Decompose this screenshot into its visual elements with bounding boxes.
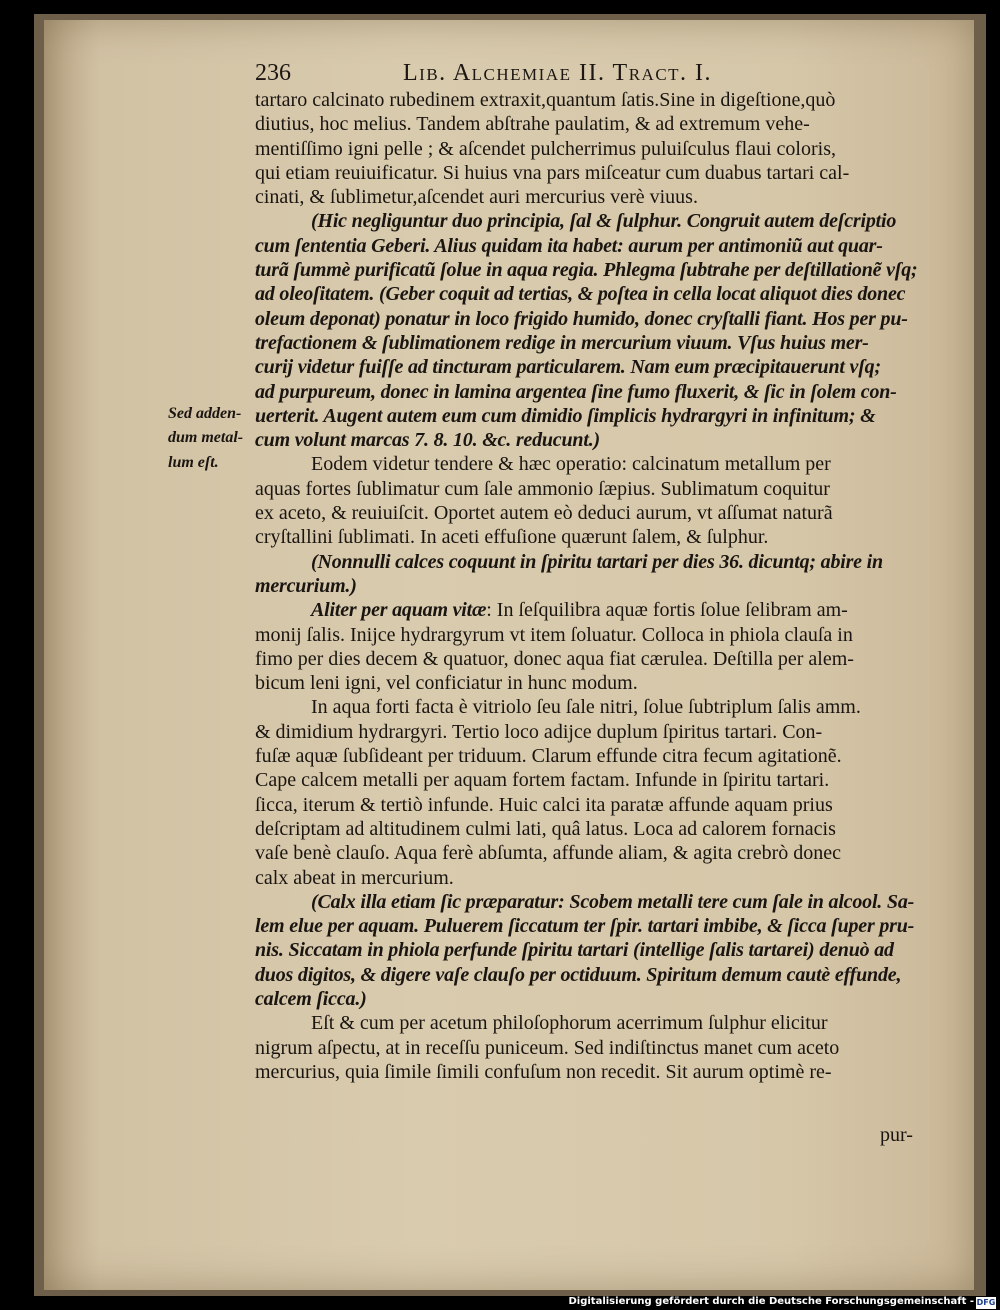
text-line: duos digitos, & digere vaſe clauſo per octiduum. Spiritum demum cautè effunde, xyxy=(255,963,902,986)
text-line: vaſe benè clauſo. Aqua ferè abſumta, affunde aliam, & agita crebrò donec xyxy=(255,842,842,865)
text-line: cum volunt marcas 7. 8. 10. &c. reducunt.) xyxy=(255,429,600,452)
italic-lead: Aliter per aquam vitæ xyxy=(311,599,487,622)
text-line: calcem ſicca.) xyxy=(255,987,367,1010)
body-text xyxy=(255,88,935,1084)
text-line xyxy=(255,598,935,622)
text-line: mercurium.) xyxy=(255,574,357,597)
text-line: (Calx illa etiam ſic præparatur: Scobem metalli tere cum ſale in alcool. Sa- xyxy=(311,890,915,913)
text-line: aquas fortes ſublimatur cum ſale ammonio ſæpius. Sublimatum coquitur xyxy=(255,477,830,500)
text-line: cinati, & ſublimetur,aſcendet auri mercurius verè viuus. xyxy=(255,186,698,209)
text-line: curij videtur fuiſſe ad tincturam particularem. Nam eum præcipitauerunt vſq; xyxy=(255,356,881,379)
text-line: fimo per dies decem & quatuor, donec aqua fiat cærulea. Deſtilla per alem- xyxy=(255,647,854,670)
text-line: nis. Siccatam in phiola perfunde ſpiritu tartari (intellige ſalis tartarei) denuò ad xyxy=(255,939,894,962)
text-line: In aqua forti facta è vitriolo ſeu ſale nitri, ſolue ſubtriplum ſalis amm. xyxy=(311,696,861,719)
page-header xyxy=(255,58,935,92)
text-line: Cape calcem metalli per aquam fortem factam. Infunde in ſpiritu tartari. xyxy=(255,769,830,792)
text-line: (Nonnulli calces coquunt in ſpiritu tartari per dies 36. dicuntq; abire in xyxy=(311,550,883,573)
text-line: uerterit. Augent autem eum cum dimidio ſimplicis hydrargyri in infinitum; & xyxy=(255,404,876,427)
text-line: (Hic negliguntur duo principia, ſal & ſulphur. Congruit autem deſcriptio xyxy=(311,210,897,233)
text-line: diutius, hoc melius. Tandem abſtrahe paulatim, & ad extremum vehe- xyxy=(255,113,810,136)
running-title: Lib. Alchemiae II. Tract. I. xyxy=(403,60,713,86)
text-line: ex aceto, & reuiuiſcit. Oportet autem eò deduci aurum, vt aſſumat naturã xyxy=(255,502,833,525)
text-line: oleum deponat) ponatur in loco frigido humido, donec cryſtalli fiant. Hos per pu- xyxy=(255,307,908,330)
page-number: 236 xyxy=(255,60,291,86)
text-line: bicum leni igni, vel conficiatur in hunc modum. xyxy=(255,672,638,695)
text-line: ſicca, iterum & tertiò infunde. Huic calci ita paratæ affunde aquam prius xyxy=(255,793,833,816)
text-line: lem elue per aquam. Puluerem ſiccatum ter ſpir. tartari imbibe, & ſicca ſuper pru- xyxy=(255,915,915,938)
text-line: nigrum aſpectu, at in receſſu puniceum. Sed indiſtinctus manet cum aceto xyxy=(255,1036,840,1059)
text-line: tartaro calcinato rubedinem extraxit,quantum ſatis.Sine in digeſtione,quò xyxy=(255,89,836,111)
text-line: cryſtallini ſublimati. In aceti effuſione quærunt ſalem, & ſulphur. xyxy=(255,526,769,549)
dfg-logo: DFG xyxy=(976,1298,996,1307)
text-line: mentiſſimo igni pelle ; & aſcendet pulcherrimus puluiſculus flaui coloris, xyxy=(255,137,836,160)
text-line: turã ſummè purificatũ ſolue in aqua regia. Phlegma ſubtrahe per deſtillationẽ vſq; xyxy=(255,259,918,282)
catchword: pur- xyxy=(880,1124,913,1146)
text-line: deſcriptam ad altitudinem culmi lati, quâ latus. Loca ad calorem fornacis xyxy=(255,817,836,840)
roman-rest: : In ſeſquilibra aquæ fortis ſolue ſelibram am- xyxy=(486,599,848,622)
text-line: fuſæ aquæ ſubſideant per triduum. Clarum effunde citra fecum agitationẽ. xyxy=(255,745,842,768)
text-line: & dimidium hydrargyri. Tertio loco adijce duplum ſpiritus tartari. Con- xyxy=(255,720,823,743)
text-line: monij ſalis. Inijce hydrargyrum vt item ſoluatur. Colloca in phiola clauſa in xyxy=(255,623,853,646)
margin-note xyxy=(168,402,258,475)
text-line: cum ſententia Geberi. Alius quidam ita habet: aurum per antimoniũ aut quar- xyxy=(255,234,883,257)
text-line: mercurius, quia ſimile ſimili confuſum non recedit. Sit aurum optimè re- xyxy=(255,1060,832,1083)
margin-note-line: lum eſt. xyxy=(168,453,219,471)
text-line: trefactionem & ſublimationem redige in mercurium viuum. Vſus huius mer- xyxy=(255,331,869,354)
margin-note-line: dum metal- xyxy=(168,429,244,447)
text-line: Eſt & cum per acetum philoſophorum acerrimum ſulphur elicitur xyxy=(311,1012,828,1035)
text-line: ad oleoſitatem. (Geber coquit ad tertias, & poſtea in cella locat aliquot dies donec xyxy=(255,283,906,306)
funding-credit: Digitalisierung gefördert durch die Deutsche Forschungsgemeinschaft - xyxy=(568,1296,974,1307)
footer-bar xyxy=(0,1296,1000,1310)
text-line: ad purpureum, donec in lamina argentea ſine fumo fluxerit, & ſic in ſolem con- xyxy=(255,380,897,403)
margin-note-line: Sed adden- xyxy=(168,405,242,422)
text-line: Eodem videtur tendere & hæc operatio: calcinatum metallum per xyxy=(311,453,831,476)
text-line: calx abeat in mercurium. xyxy=(255,866,454,889)
text-line: qui etiam reuiuificatur. Si huius vna pars miſceatur cum duabus tartari cal- xyxy=(255,161,850,184)
